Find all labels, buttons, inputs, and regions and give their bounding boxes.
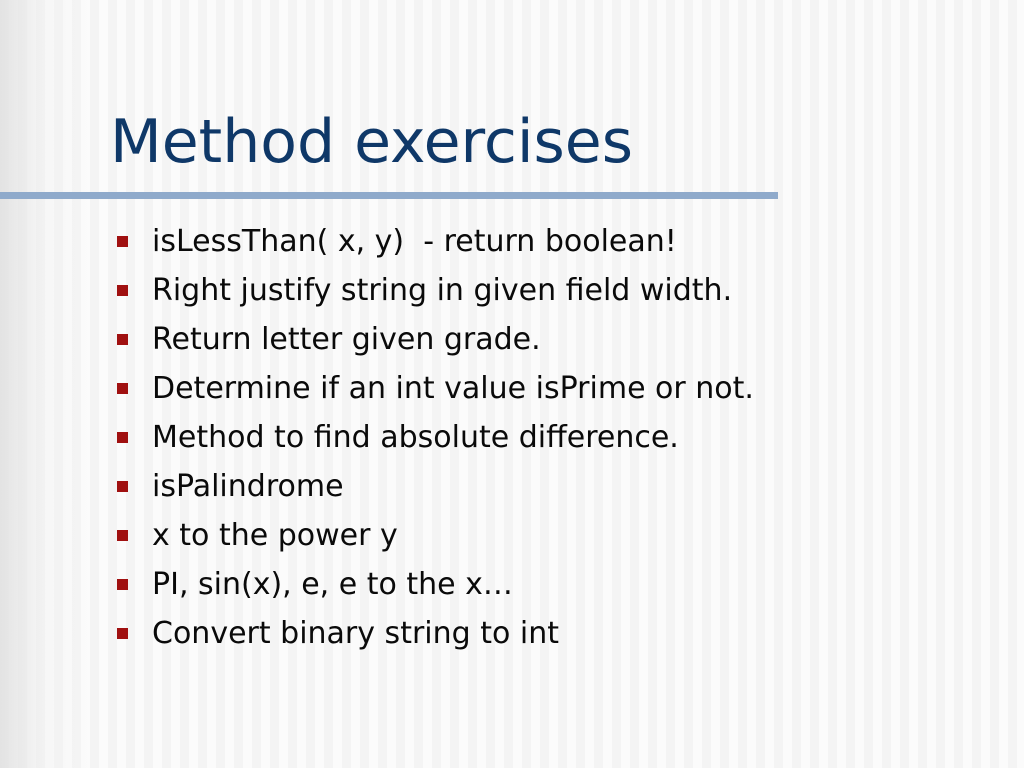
square-bullet-icon	[117, 236, 128, 247]
square-bullet-icon	[117, 334, 128, 345]
bullet-item	[0, 462, 754, 511]
slide-title: Method exercises	[110, 107, 633, 177]
bullet-item	[0, 364, 754, 413]
bullet-text: isLessThan( x, y) - return boolean!	[152, 224, 677, 259]
bullet-text: Determine if an int value isPrime or not.	[152, 371, 754, 406]
bullet-item	[0, 560, 754, 609]
bullet-item	[0, 315, 754, 364]
square-bullet-icon	[117, 628, 128, 639]
square-bullet-icon	[117, 530, 128, 541]
bullet-text: Method to find absolute difference.	[152, 420, 679, 455]
bullet-item	[0, 217, 754, 266]
bullet-item	[0, 413, 754, 462]
square-bullet-icon	[117, 579, 128, 590]
bullet-text: isPalindrome	[152, 469, 344, 504]
square-bullet-icon	[117, 285, 128, 296]
bullet-text: Convert binary string to int	[152, 616, 559, 651]
bullet-list	[0, 217, 754, 658]
bullet-item	[0, 609, 754, 658]
bullet-text: Return letter given grade.	[152, 322, 541, 357]
bullet-text: x to the power y	[152, 518, 398, 553]
title-underline-rule	[0, 192, 778, 199]
square-bullet-icon	[117, 432, 128, 443]
bullet-text: PI, sin(x), e, e to the x…	[152, 567, 513, 602]
bullet-item	[0, 266, 754, 315]
bullet-text: Right justify string in given field width.	[152, 273, 733, 308]
square-bullet-icon	[117, 481, 128, 492]
bullet-item	[0, 511, 754, 560]
square-bullet-icon	[117, 383, 128, 394]
